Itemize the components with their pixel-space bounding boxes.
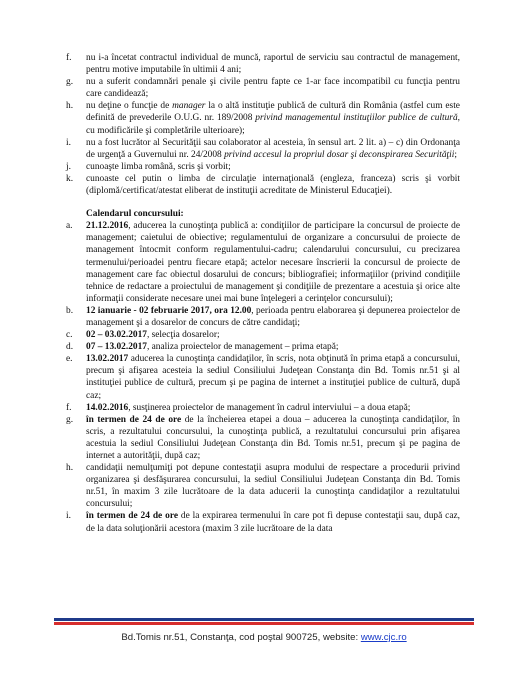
text-run: 21.12.2016 [86, 221, 129, 232]
list-item-text [86, 510, 460, 534]
footer-website-link[interactable]: www.cjc.ro [360, 632, 407, 643]
calendar-item [66, 329, 460, 341]
text-run: cunoaşte limba română, scris şi vorbit; [86, 161, 231, 172]
document-body [66, 52, 460, 535]
footer-address-text: Bd.Tomis nr.51, Constanţa, cod poştal 900725, website: [121, 632, 361, 643]
list-item-label: b. [66, 305, 74, 316]
list-item-label: e. [66, 354, 73, 365]
text-run: privind managementul instituţiilor publice de cultură [255, 113, 458, 124]
list-item-text [86, 137, 460, 161]
condition-item [66, 76, 460, 100]
calendar-item [66, 414, 460, 462]
list-item-text [86, 414, 460, 462]
text-run: , susţinerea proiectelor de management în cadrul interviului – a doua etapă; [128, 402, 411, 413]
calendar-item [66, 305, 460, 329]
text-run: la o altă instituţie publică de cultură din România (astfel cum este definită de prevederile O.U.G. nr. 189/2008 [86, 101, 460, 124]
list-item-text [86, 161, 460, 173]
list-item-text [86, 220, 460, 305]
text-run: , aducerea la cunoştinţa publică a: condiţiilor de participare la concursul de proiecte de management; caietului de obiective; regulamentului de organizare a concursului de proiecte de management întocmit conform regulamentului-cadru; calendarului concursului, cu precizarea termenului/perioadei pentru fiecare etapă; actelor necesare înscrierii la concursul de proiecte de management care fac obiectul dosarului de concurs; bibliografiei; informaţiilor (privind condiţiile tehnice de redactare a proiectului de management şi condiţiile de prezentare a acestuia şi orice alte informaţii considerate necesare unei mai bune înţelegeri a cerinţelor concursului); [86, 221, 460, 304]
condition-item [66, 161, 460, 173]
calendar-item [66, 510, 460, 534]
list-item-label: f. [66, 53, 72, 63]
calendar-list [66, 220, 460, 534]
list-item-label: k. [66, 173, 74, 184]
text-run: privind accesul la propriul dosar şi deconspirarea Securităţii [224, 149, 455, 160]
eligibility-conditions-list [66, 52, 460, 197]
text-run: manager [172, 101, 206, 112]
list-item-text [86, 341, 460, 353]
list-item-text [86, 76, 460, 100]
text-run: ; [454, 149, 457, 160]
text-run: cunoaste cel putin o limba de circulaţie internaţională (engleza, franceza) scris şi vorbit (diplomă/certificat/atestat eliberat de instituţii acreditate de Ministerul Educaţiei). [86, 173, 460, 197]
text-run: 02 – 03.02.2017 [86, 330, 147, 341]
list-item-label: i. [66, 511, 71, 522]
list-item-text [86, 462, 460, 510]
text-run: aducerea la cunoştinţa candidaţilor, în scris, nota obţinută în prima etapă a concursului, precum şi afişarea acesteia la sediul Consiliului Judeţean Constanţa din Bd. Tomis nr.51 şi al instituţiei publice de cultură, precum şi pe pagina de internet a instituţiei publice de cultură, după caz; [86, 354, 460, 401]
list-item-label: d. [66, 342, 74, 353]
list-item-label: h. [66, 463, 74, 474]
text-run: nu deţine o funcţie de [86, 101, 173, 112]
calendar-item [66, 220, 460, 305]
calendar-item [66, 353, 460, 401]
text-run: în termen de 24 de ore [86, 414, 182, 425]
condition-item [66, 137, 460, 161]
calendar-item [66, 462, 460, 510]
list-item-text [86, 329, 460, 341]
list-item-label: i. [66, 137, 71, 148]
text-run: , analiza proiectelor de management – prima etapă; [146, 342, 339, 353]
calendar-heading: Calendarul concursului: [86, 209, 184, 220]
text-run: în termen de 24 de ore [86, 511, 178, 522]
condition-item [66, 52, 460, 76]
text-run: 13.02.2017 [86, 354, 129, 365]
list-item-text [86, 353, 460, 401]
list-item-label: h. [66, 101, 74, 112]
list-item-label: g. [66, 77, 74, 88]
text-run: 07 – 13.02.2017 [86, 342, 147, 353]
text-run: de la expirarea termenului în care pot fi depuse contestaţii sau, după caz, de la data soluţionării acestora (maxim 3 zile lucrătoare de la data [86, 511, 460, 534]
footer-stripe-blue [54, 618, 474, 621]
text-run: candidaţii nemulţumiţi pot depune contestaţii asupra modului de respectare a procedurii privind organizarea şi desfăşurarea concursului, la sediul Consiliului Judeţean Constanţa din Bd. Tomis nr.51, în maxim 3 zile lucrătoare de la data aducerii la cunoştinţa candidaţilor a rezultatului concursului; [86, 463, 460, 510]
list-item-label: a. [66, 221, 73, 232]
text-run: de la încheierea etapei a doua – aducerea la cunoştinţa candidaţilor, în scris, a rezultatului concursului, la cunoştinţa publică, a rezultatului concursului prin afişarea acestuia la sediul Consiliului Judeţean Constanţa din Bd. Tomis nr.51, precum şi pe pagina de internet a autorităţii, după caz; [86, 414, 460, 461]
list-item-label: c. [66, 330, 73, 341]
text-run: nu a fost lucrător al Securităţii sau colaborator al acesteia, în sensul art. 2 lit. a) – c) din Ordonanţa de urgenţă a Guvernului nr. 24/2008 [86, 137, 460, 160]
list-item-text [86, 52, 460, 76]
list-item-label: f. [66, 402, 72, 413]
footer-address [54, 632, 474, 643]
text-run: , cu modificările şi completările ulterioare); [86, 113, 460, 136]
text-run: nu a suferit condamnări penale şi civile pentru fapte ce 1-ar face incompatibil cu funcţia pentru care candidează; [86, 77, 460, 100]
text-run: nu i-a încetat contractul individual de muncă, raportul de serviciu sau contractul de management, pentru motive imputabile în ultimii 4 ani; [86, 53, 460, 76]
page-footer [54, 618, 474, 643]
list-item-text [86, 402, 460, 414]
text-run: , perioada pentru elaborarea şi depunerea proiectelor de management şi a dosarelor de concurs de către candidaţi; [86, 305, 460, 328]
list-item-text [86, 173, 460, 197]
list-item-text [86, 305, 460, 329]
list-item-text [86, 100, 460, 136]
list-item-label: j. [66, 161, 71, 172]
condition-item [66, 100, 460, 136]
calendar-item [66, 402, 460, 414]
text-run: 14.02.2016 [86, 402, 129, 413]
footer-stripe-red [54, 622, 474, 625]
text-run: , selecţia dosarelor; [146, 330, 220, 341]
list-item-label: g. [66, 414, 74, 425]
condition-item [66, 173, 460, 197]
calendar-item [66, 341, 460, 353]
text-run: 12 ianuarie - 02 februarie 2017, ora 12.00 [86, 305, 252, 316]
